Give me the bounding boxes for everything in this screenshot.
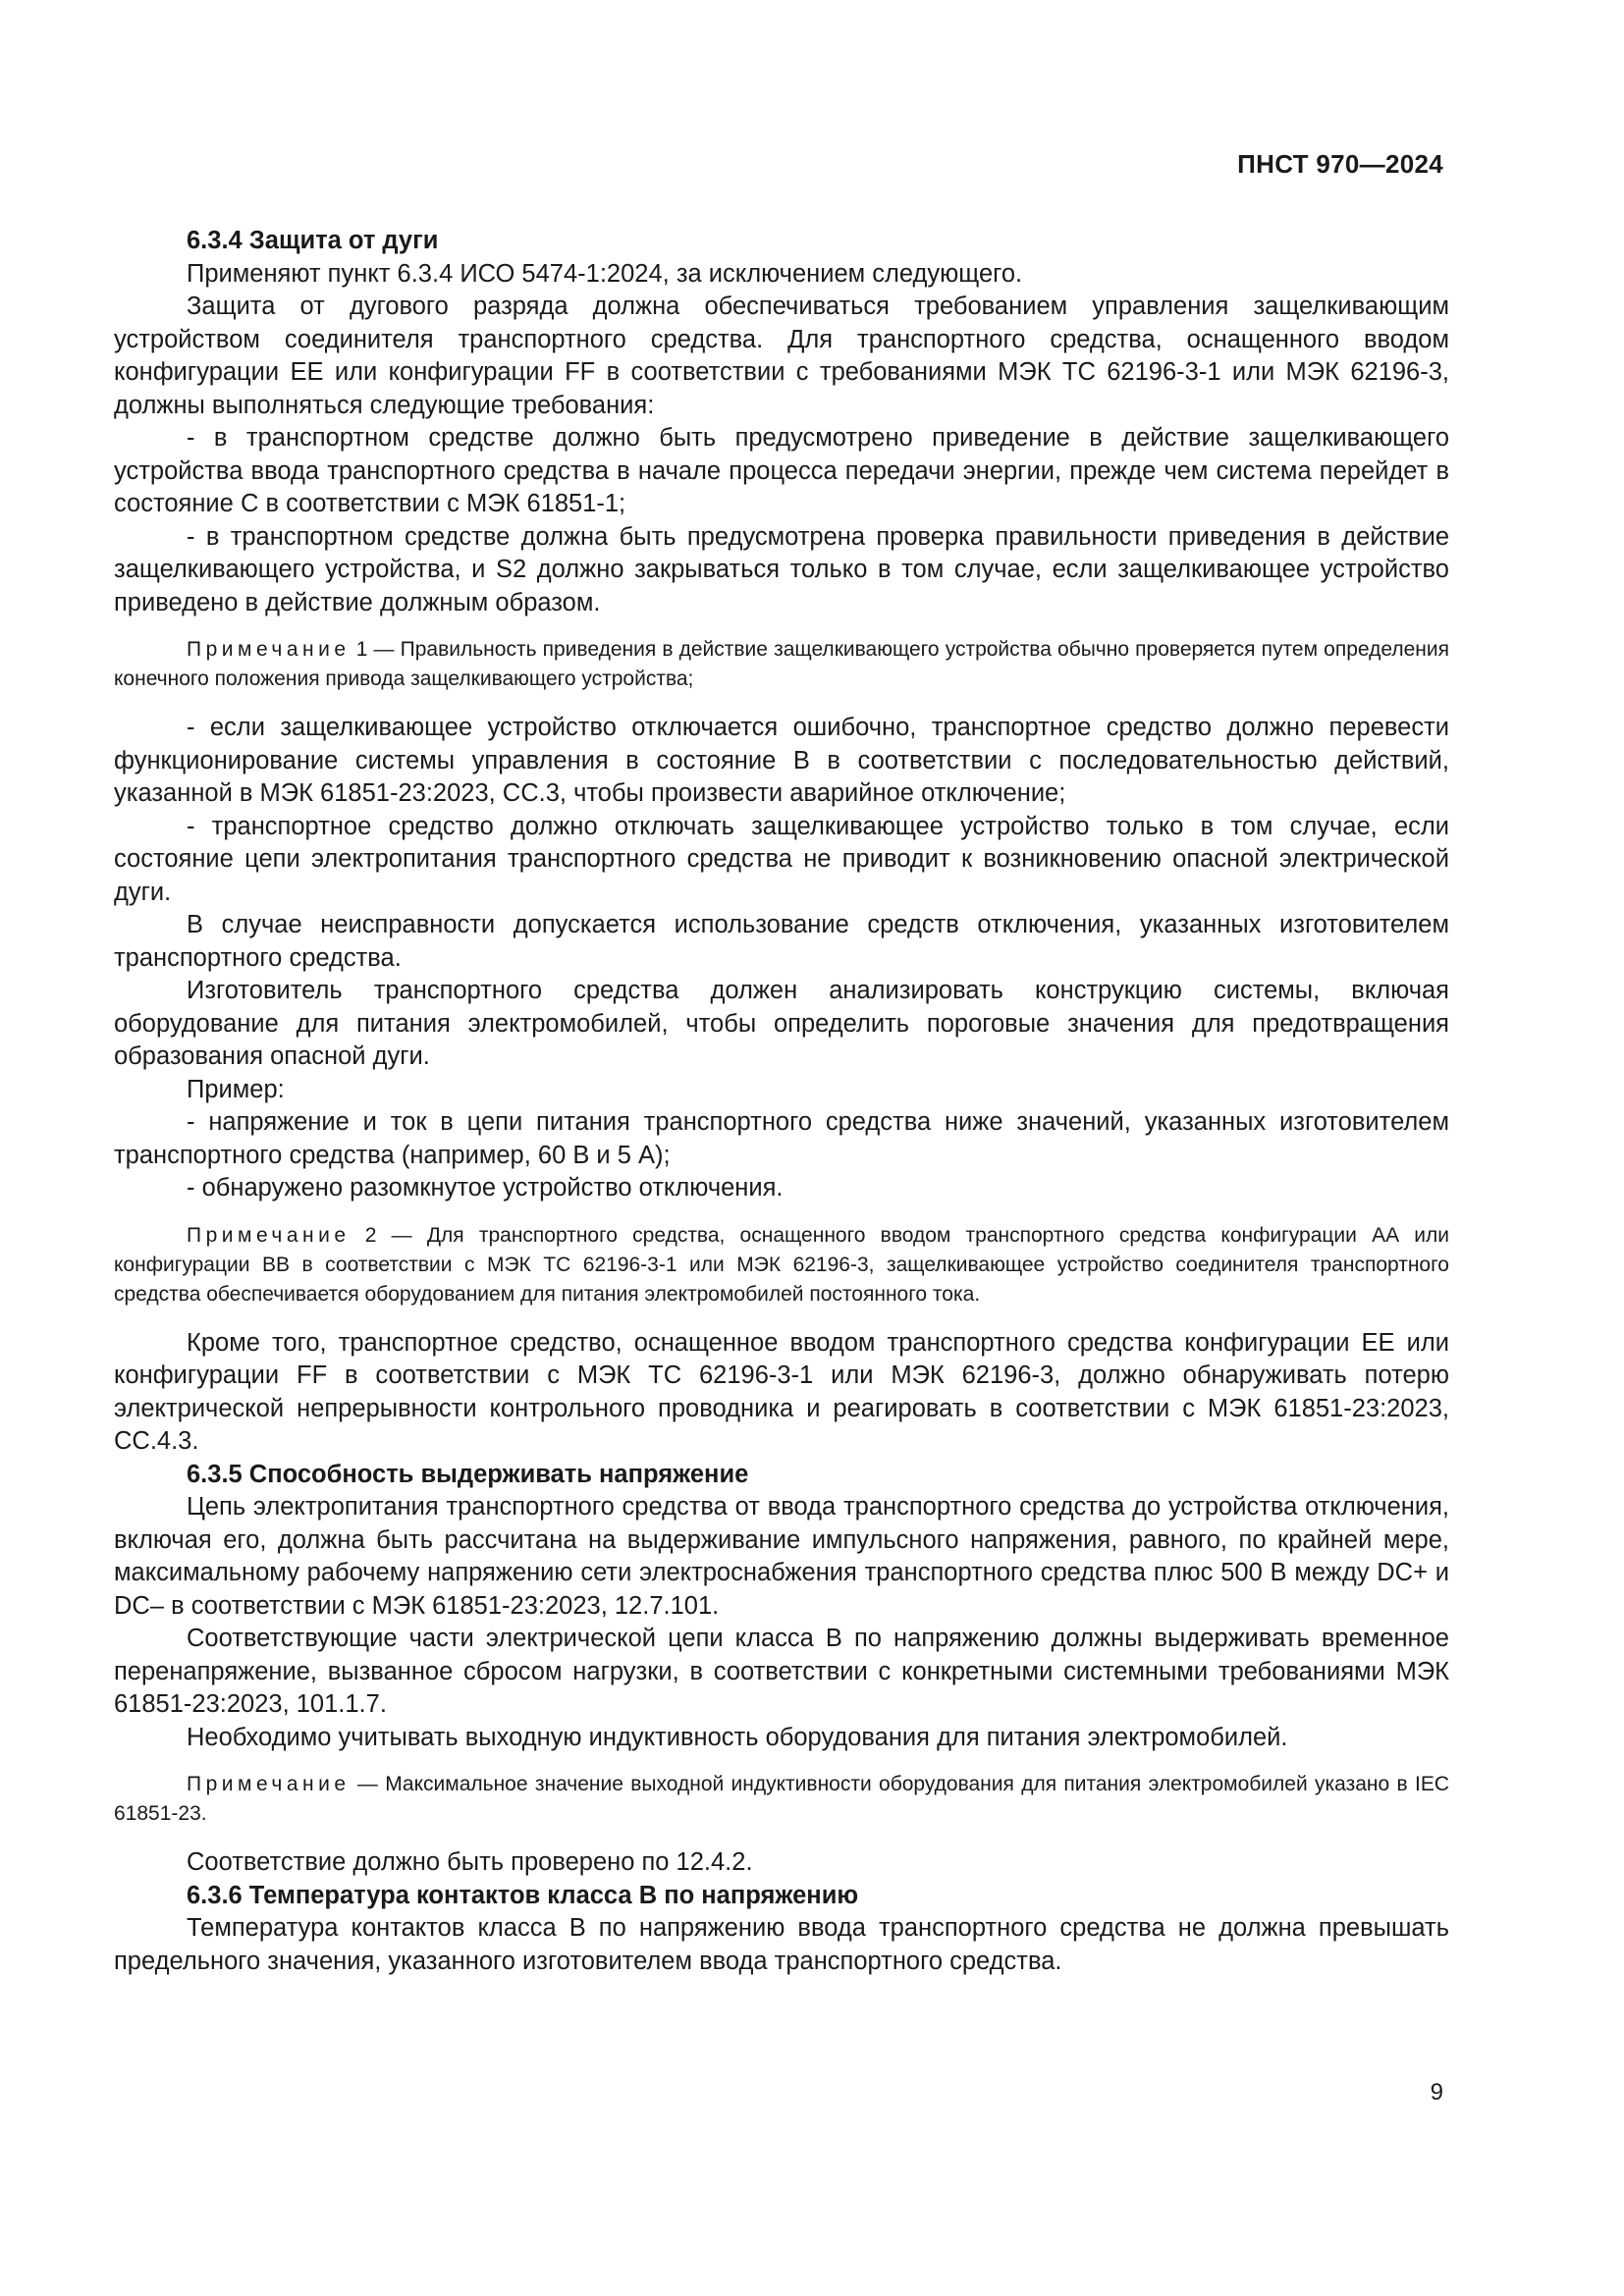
paragraph: Защита от дугового разряда должна обеспечиваться требованием управления защелкивающим устройством соединителя транспортного средства. Для транспортного средства, оснащенного вводом конфигурации EE или конфигурации FF в соответствии с требованиями МЭК ТС 62196-3-1 или МЭК 62196-3, должны выполняться следующие требования:: [114, 293, 1449, 419]
paragraph: Необходимо учитывать выходную индуктивность оборудования для питания электромобилей.: [187, 1723, 1288, 1751]
section-heading-6-3-4: 6.3.4 Защита от дуги: [187, 227, 439, 254]
paragraph: Температура контактов класса В по напряжению ввода транспортного средства не должна превышать предельного значения, указанного изготовителем ввода транспортного средства.: [114, 1914, 1449, 1975]
note-label: Примечание: [187, 1223, 351, 1247]
paragraph: Применяют пункт 6.3.4 ИСО 5474-1:2024, за исключением следующего.: [187, 259, 1023, 288]
example-label: Пример:: [187, 1075, 285, 1103]
list-item: - напряжение и ток в цепи питания транспортного средства ниже значений, указанных изготовителем транспортного средства (например, 60 В и 5 А);: [114, 1108, 1449, 1169]
note-text: 1 — Правильность приведения в действие защелкивающего устройства обычно проверяется путем определения конечного положения привода защелкивающего устройства;: [114, 638, 1449, 690]
paragraph: Изготовитель транспортного средства должен анализировать конструкцию системы, включая оборудование для питания электромобилей, чтобы определить пороговые значения для предотвращения образования опасной дуги.: [114, 977, 1449, 1070]
list-item: - транспортное средство должно отключать защелкивающее устройство только в том случае, если состояние цепи электропитания транспортного средства не приводит к возникновению опасной электрической дуги.: [114, 812, 1449, 906]
section-heading-6-3-5: 6.3.5 Способность выдерживать напряжение: [187, 1460, 749, 1488]
paragraph: В случае неисправности допускается использование средств отключения, указанных изготовителем транспортного средства.: [114, 911, 1449, 972]
note-1: [114, 635, 1449, 694]
note-2: [114, 1221, 1449, 1309]
page-number: 9: [1430, 2079, 1443, 2106]
note-3: [114, 1770, 1449, 1829]
paragraph: Соответствие должно быть проверено по 12.4.2.: [187, 1848, 753, 1876]
note-label: Примечание: [187, 1773, 351, 1795]
note-label: Примечание: [187, 638, 351, 661]
note-text: 2 — Для транспортного средства, оснащенного вводом транспортного средства конфигурации АА или конфигурации ВВ в соответствии с МЭК ТС 62196-3-1 или МЭК 62196-3, защелкивающее устройство соединителя транспортного средства обеспечивается оборудованием для питания электромобилей постоянного тока.: [114, 1223, 1449, 1306]
paragraph: Соответствующие части электрической цепи класса В по напряжению должны выдерживать временное перенапряжение, вызванное сбросом нагрузки, в соответствии с конкретными системными требованиями МЭК 61851-23:2023, 101.1.7.: [114, 1625, 1449, 1718]
note-text: — Максимальное значение выходной индуктивности оборудования для питания электромобилей указано в IEC 61851-23.: [114, 1773, 1449, 1825]
page-body: [114, 225, 1449, 1978]
list-item: - если защелкивающее устройство отключается ошибочно, транспортное средство должно перевести функционирование системы управления в состояние В в соответствии с последовательностью действий, указанной в МЭК 61851-23:2023, СС.3, чтобы произвести аварийное отключение;: [114, 714, 1449, 807]
list-item: - обнаружено разомкнутое устройство отключения.: [187, 1174, 784, 1201]
document-code: ПНСТ 970—2024: [1237, 149, 1443, 179]
list-item: - в транспортном средстве должно быть предусмотрено приведение в действие защелкивающего устройства ввода транспортного средства в начале процесса передачи энергии, прежде чем система перейдет в состояние С в соответствии с МЭК 61851-1;: [114, 424, 1449, 517]
section-heading-6-3-6: 6.3.6 Температура контактов класса В по напряжению: [187, 1881, 859, 1909]
paragraph: Цепь электропитания транспортного средства от ввода транспортного средства до устройства отключения, включая его, должна быть рассчитана на выдерживание импульсного напряжения, равного, по крайней мере, максимальному рабочему напряжению сети электроснабжения транспортного средства плюс 500 В между DC+ и DC– в соответствии с МЭК 61851-23:2023, 12.7.101.: [114, 1493, 1449, 1620]
list-item: - в транспортном средстве должна быть предусмотрена проверка правильности приведения в действие защелкивающего устройства, и S2 должно закрываться только в том случае, если защелкивающее устройство приведено в действие должным образом.: [114, 522, 1449, 616]
paragraph: Кроме того, транспортное средство, оснащенное вводом транспортного средства конфигурации ЕЕ или конфигурации FF в соответствии с МЭК ТС 62196-3-1 или МЭК 62196-3, должно обнаруживать потерю электрической непрерывности контрольного проводника и реагировать в соответствии с МЭК 61851-23:2023, СС.4.3.: [114, 1328, 1449, 1455]
